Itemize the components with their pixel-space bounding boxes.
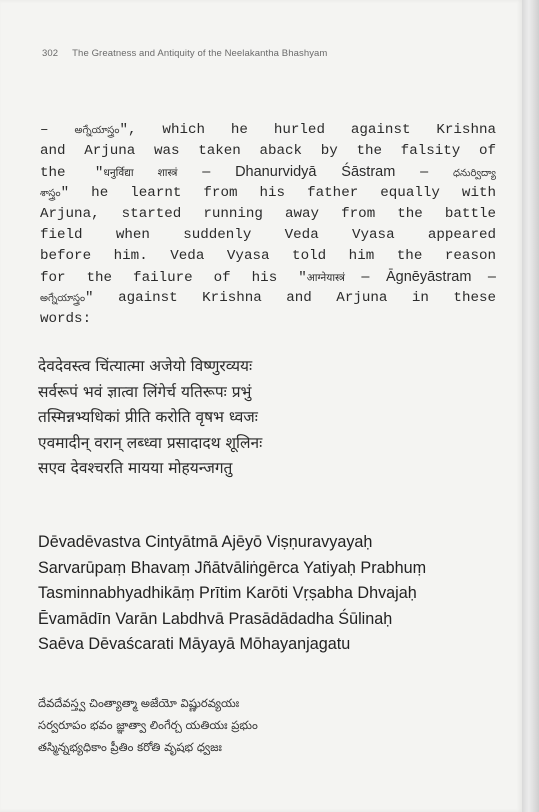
paragraph-line-8 — [40, 267, 496, 289]
text-fragment: the " — [40, 165, 104, 181]
text-fragment: field when suddenly Veda Vyasa appeared — [40, 227, 496, 243]
text-fragment: " against Krishna and Arjuna in these — [85, 290, 496, 306]
paragraph-line-10 — [40, 309, 496, 330]
transliterated-term: – Āgnēyāstram – — [344, 269, 496, 285]
page-edge — [522, 0, 539, 812]
paragraph-line-3 — [40, 162, 496, 185]
sanskrit-verse — [38, 354, 498, 482]
paragraph-line-6 — [40, 225, 496, 246]
verse-line: Tasminnabhyadhikāṃ Prītim Karōti Vṛṣabha Dhvajaḥ — [38, 584, 417, 603]
verse-line: तस्मिन्नभ्यधिकां प्रीति करोति वृषभ ध्वजः — [38, 408, 258, 426]
paragraph-line-1 — [40, 120, 496, 142]
telugu-verse — [38, 692, 508, 758]
verse-line: Saēva Dēvaścarati Māyayā Mōhayanjagatu — [38, 635, 351, 654]
verse-line: सर्वरूपं भवं ज्ञात्वा लिंगेर्च यतिरूपः प्रभुं — [38, 382, 252, 401]
paragraph-line-5 — [40, 204, 496, 225]
telugu-term: శాస్త్రం — [40, 188, 61, 199]
text-fragment: and Arjuna was taken aback by the falsity of — [40, 143, 496, 159]
text-fragment: words: — [40, 311, 92, 327]
text-fragment: – — [40, 122, 75, 138]
verse-line: Sarvarūpaṃ Bhavaṃ Jñātvāliṅgērca Yatiyaḥ Prabhuṃ — [38, 558, 427, 577]
text-fragment: for the failure of his " — [40, 270, 307, 286]
paragraph-line-2 — [40, 141, 496, 162]
verse-line: తస్మిన్నభ్యధికాం ప్రీతిం కరోతి వృషభ ధ్వజః — [38, 740, 222, 754]
verse-line: सएव देवश्चरति मायया मोहयन्जगतु — [38, 459, 233, 477]
telugu-term: అగ్నేయాస్త్రం — [40, 293, 86, 304]
text-fragment: " he learnt from his father equally with — [60, 185, 496, 201]
verse-line: Dēvadēvastva Cintyātmā Ajēyō Viṣṇuravyayaḥ — [38, 533, 373, 551]
page-header — [42, 48, 327, 59]
transliterated-term: – Dhanurvidyā Śāstram – — [177, 164, 453, 180]
sanskrit-term: धनुर्विद्या शास्त्रं — [103, 167, 178, 179]
verse-line: దేవదేవస్త్వ చింత్యాత్మా అజేయో విష్ణురవ్యయః — [38, 696, 240, 710]
page-number: 302 — [42, 48, 59, 59]
paragraph-line-9 — [40, 288, 496, 310]
telugu-term: ధనుర్విద్యా — [452, 168, 496, 179]
text-fragment: before him. Veda Vyasa told him the reason — [40, 248, 496, 264]
verse-line: एवमादीन् वरान् लब्ध्वा प्रसादादथ शूलिनः — [38, 433, 263, 452]
text-fragment: ", which he hurled against Krishna — [119, 122, 496, 138]
verse-line: సర్వరూపం భవం జ్ఞాత్వా లింగేర్చ యతియః ప్రభుం — [38, 718, 258, 732]
transliteration-verse — [38, 530, 508, 658]
verse-line: देवदेवस्त्व चिंत्यात्मा अजेयो विष्णुरव्ययः — [38, 357, 253, 375]
paragraph-line-7 — [40, 246, 496, 267]
telugu-term: అగ్నేయాస్త్రం — [74, 125, 120, 136]
sanskrit-term: आग्नेयास्त्रं — [306, 272, 345, 284]
verse-line: Ēvamādīn Varān Labdhvā Prasādādadha Śūlinaḥ — [38, 609, 393, 628]
text-fragment: Arjuna, started running away from the battle — [40, 206, 496, 222]
running-title: The Greatness and Antiquity of the Neelakantha Bhashyam — [72, 48, 328, 59]
paragraph-line-4 — [40, 183, 496, 205]
